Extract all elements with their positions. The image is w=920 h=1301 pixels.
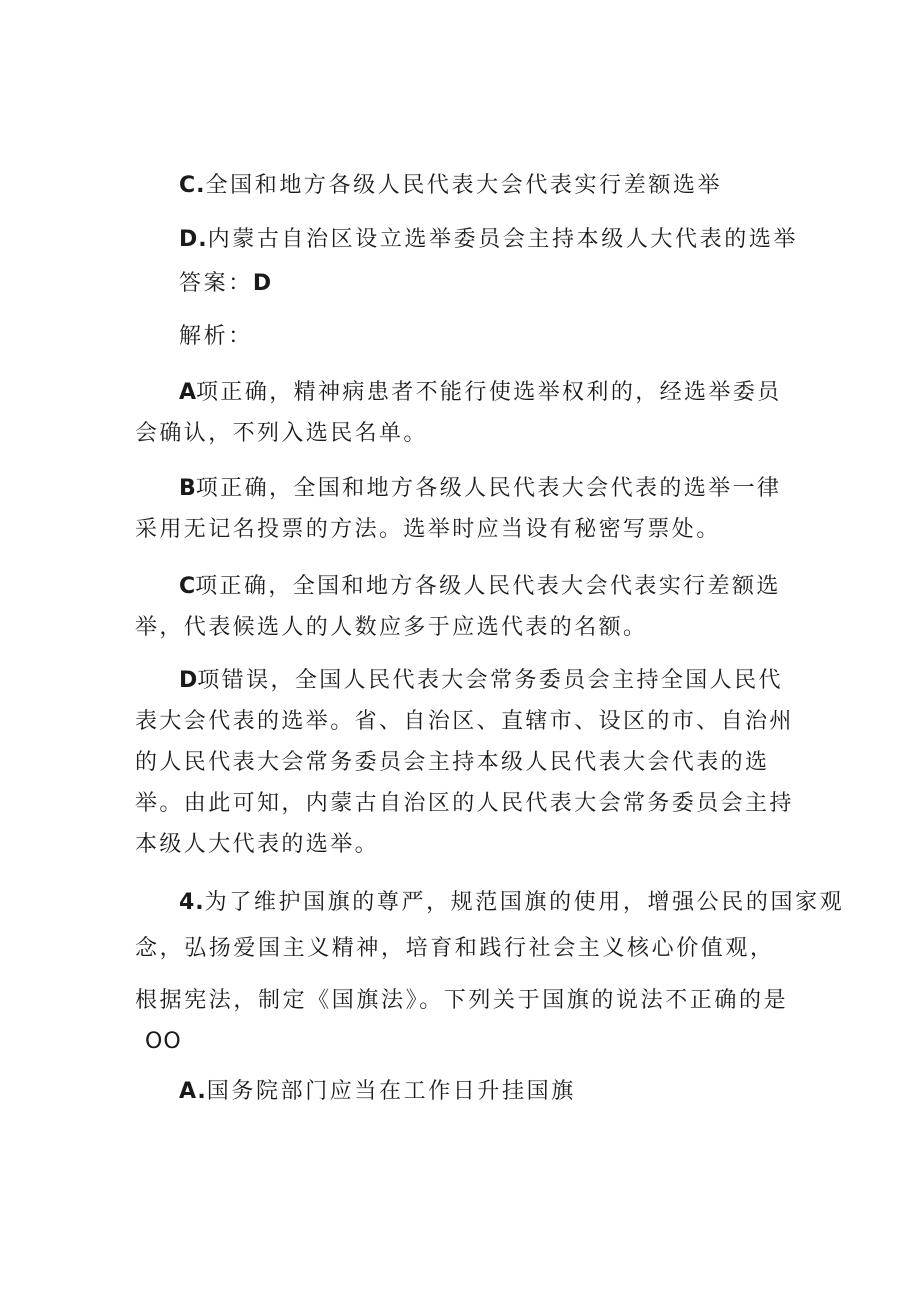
option-letter: C.: [179, 173, 206, 198]
option-text: 国务院部门应当在工作日升挂国旗: [206, 1079, 576, 1104]
option-letter: A.: [179, 1079, 207, 1104]
paragraph-lead: D: [179, 668, 198, 693]
answer-value: D: [252, 271, 274, 296]
analysis-paragraph-b: [135, 468, 805, 550]
answer-line: [179, 269, 274, 299]
q4-stem-line-3: 根据宪法，制定《国旗法》。下列关于国旗的说法不正确的是: [135, 988, 789, 1013]
paragraph-text: 项正确，精神病患者不能行使选举权利的，经选举委员会确认，不列入选民名单。: [135, 380, 782, 446]
q3-option-d: [179, 225, 798, 255]
analysis-paragraph-c: [135, 566, 805, 648]
analysis-paragraph-d: [135, 660, 805, 865]
option-letter: D.: [179, 227, 208, 252]
paragraph-lead: C: [179, 574, 196, 599]
analysis-label: 解析：: [179, 324, 253, 349]
option-text: 全国和地方各级人民代表大会代表实行差额选举: [205, 173, 723, 198]
question-number: 4.: [179, 890, 205, 915]
q4-stem-line-1: [179, 888, 844, 918]
q4-stem-line-2: 念，弘扬爱国主义精神，培育和践行社会主义核心价值观，: [135, 936, 775, 961]
paragraph-text: 项错误，全国人民代表大会常务委员会主持全国人民代表大会代表的选举。省、自治区、直辖市、设区的市、自治州的人民代表大会常务委员会主持本级人民代表大会代表的选举。由此可知，内蒙古自治区的人民代表大会常务委员会主持本级人大代表的选举。: [135, 668, 794, 857]
paragraph-text: 项正确，全国和地方各级人民代表大会代表实行差额选举，代表候选人的人数应多于应选代表的名额。: [135, 574, 781, 640]
q4-option-a: [179, 1077, 576, 1107]
q3-option-c: [179, 171, 722, 201]
paragraph-lead: A: [179, 380, 197, 405]
paragraph-text: 项正确，全国和地方各级人民代表大会代表的选举一律采用无记名投票的方法。选举时应当设有秘密写票处。: [135, 476, 782, 542]
paragraph-lead: B: [179, 476, 196, 501]
answer-blank: OO: [145, 1029, 182, 1054]
answer-label: 答案：: [179, 271, 253, 296]
analysis-paragraph-a: [135, 372, 805, 454]
stem-text: 为了维护国旗的尊严，规范国旗的使用，增强公民的国家观: [204, 890, 845, 915]
option-text: 内蒙古自治区设立选举委员会主持本级人大代表的选举: [207, 227, 799, 252]
